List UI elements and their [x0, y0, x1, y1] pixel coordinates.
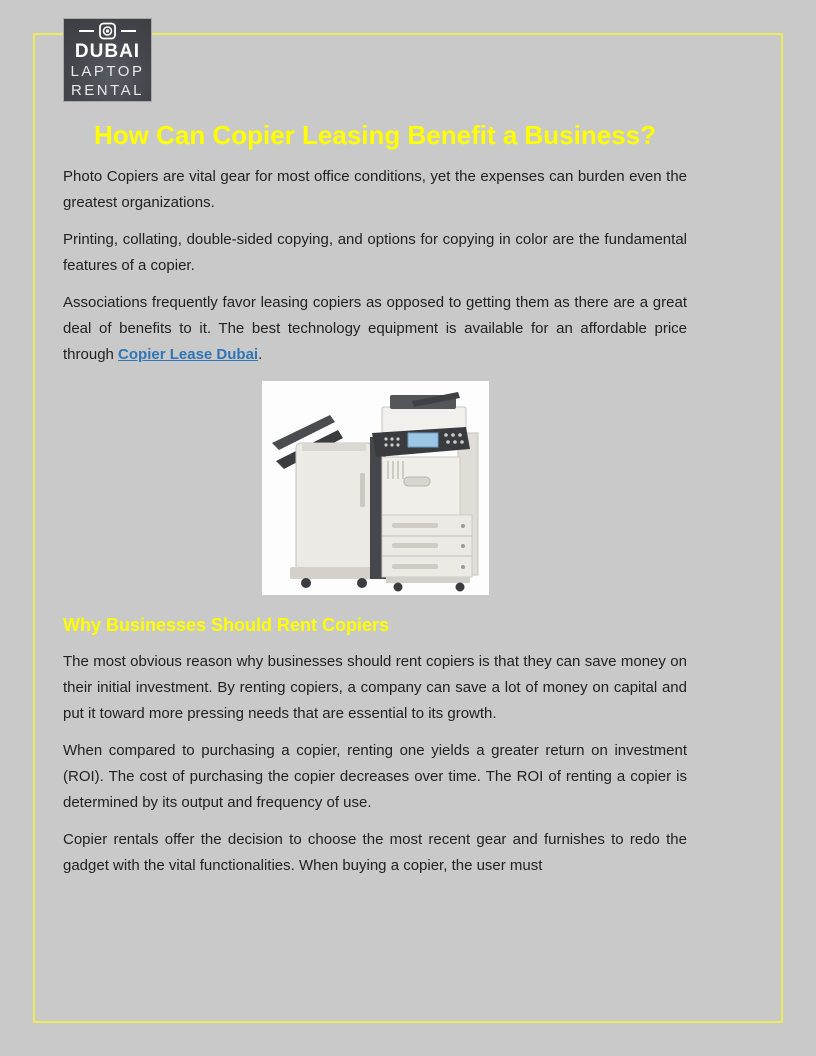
section-heading: Why Businesses Should Rent Copiers	[63, 615, 390, 635]
logo-text-rental: RENTAL	[70, 82, 145, 99]
link-paragraph-before: Associations frequently favor leasing copiers as opposed to getting them as there are a great deal of benefits to it. The best technology equipment is available for an affordable price through	[63, 294, 687, 363]
laptop-icon	[77, 22, 139, 40]
intro-paragraph-2: Printing, collating, double-sided copying, and options for copying in color are the fundamental features of a copier.	[63, 231, 687, 274]
intro-paragraph-1: Photo Copiers are vital gear for most office conditions, yet the expenses can burden even the greatest organizations.	[63, 168, 687, 211]
body-paragraph-1: The most obvious reason why businesses should rent copiers is that they can save money on their initial investment. By renting copiers, a company can save a lot of money on capital and put it toward more pressing needs that are essential to its growth.	[63, 653, 687, 722]
body-paragraph-3: Copier rentals offer the decision to choose the most recent gear and furnishes to redo the gadget with the vital functionalities. When buying a copier, the user must	[63, 831, 687, 874]
body-paragraph-2: When compared to purchasing a copier, renting one yields a greater return on investment (ROI). The cost of purchasing the copier decreases over time. The ROI of renting a copier is determined by its output and frequency of use.	[63, 742, 687, 811]
article-body	[63, 118, 687, 890]
link-paragraph-after: .	[258, 346, 263, 363]
logo	[63, 18, 152, 102]
copier-lease-dubai-link[interactable]: Copier Lease Dubai	[118, 346, 259, 363]
page-title: How Can Copier Leasing Benefit a Business?	[94, 120, 656, 150]
office-copier-photo	[262, 381, 489, 595]
intro-paragraph-3	[63, 290, 687, 368]
logo-text-dubai: DUBAI	[74, 41, 141, 62]
logo-text-laptop: LAPTOP	[70, 63, 145, 80]
